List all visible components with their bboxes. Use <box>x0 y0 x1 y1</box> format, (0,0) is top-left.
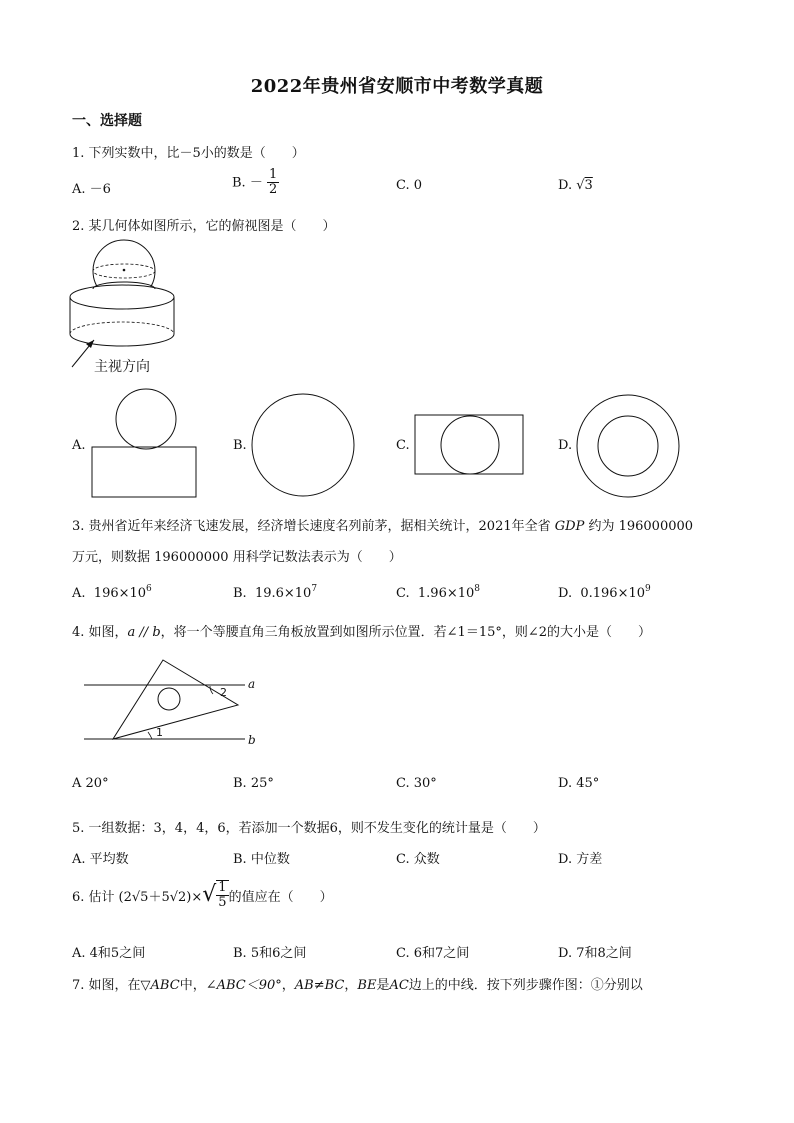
cylinder-bottom-back <box>70 322 174 334</box>
question-2-stem: 2. 某几何体如图所示，它的俯视图是（ ） <box>72 219 336 234</box>
q5-option-d: D. 方差 <box>558 852 603 867</box>
q5-option-b: B. 中位数 <box>233 852 290 867</box>
cylinder-top <box>70 285 174 309</box>
q6-option-d: D. 7和8之间 <box>558 946 632 961</box>
question-5-stem: 5. 一组数据：3，4，4，6，若添加一个数据6，则不发生变化的统计量是（ ） <box>72 821 546 836</box>
q4-parallel-lines-figure <box>80 655 270 750</box>
line-a-label: a <box>248 677 256 691</box>
q3-option-c: C. $1.96\times 10^8$ <box>396 584 481 601</box>
angle-1-arc <box>148 732 152 739</box>
angle-1-label: 1 <box>156 726 163 739</box>
triangle-ruler <box>113 660 238 739</box>
question-3-stem-line-1: 3. 贵州省近年来经济飞速发展，经济增长速度名列前茅，据相关统计，2021年全省 GDP 约为 196000000 <box>72 519 694 534</box>
q3-option-d: D. $0.196\times 10^9$ <box>558 584 651 601</box>
expression: (2√5＋5√2)× <box>118 889 203 905</box>
q2-option-c-label: C. <box>396 438 410 453</box>
q2-option-a-figure <box>88 388 200 500</box>
fraction: $\frac{1}{2}$ <box>268 167 278 198</box>
question-4-stem: 4. 如图，a // b，将一个等腰直角三角板放置到如图所示位置．若∠1＝15°，则∠2的大小是（ ） <box>72 625 652 640</box>
cylinder-bottom-front <box>70 334 174 346</box>
sphere-center <box>123 269 126 272</box>
q1-option-d: D. √3 <box>558 178 593 193</box>
q2-option-d-figure <box>576 394 682 500</box>
question-7-stem: 7. 如图，在▽ABC中，∠ABC＜90°，AB≠BC，BE是AC边上的中线．按下列步骤作图：①分别以 <box>72 978 643 993</box>
q6-option-a: A. 4和5之间 <box>72 946 146 961</box>
sqrt-symbol: √ <box>576 178 585 193</box>
q3-option-a: A. $196\times 10^6$ <box>72 584 152 601</box>
angle-2-label: 2 <box>220 686 227 699</box>
question-6-stem: 6. 估计 (2√5＋5√2)× √ $\frac{1}{5}$ 的值应在（ ） <box>72 880 333 911</box>
q1-option-a: A. －6 <box>72 182 111 197</box>
question-3-stem-line-2: 万元，则数据 196000000 用科学记数法表示为（ ） <box>72 550 402 565</box>
q4-option-d: D. 45° <box>558 776 600 791</box>
q5-option-c: C. 众数 <box>396 852 440 867</box>
q2-option-c-figure <box>413 413 527 477</box>
ruler-hole <box>158 688 180 710</box>
q4-option-c: C. 30° <box>396 776 437 791</box>
question-1-stem: 1. 下列实数中，比－5小的数是（ ） <box>72 146 305 161</box>
q4-option-b: B. 25° <box>233 776 274 791</box>
q2-option-a-label: A. <box>72 438 86 453</box>
q6-option-c: C. 6和7之间 <box>396 946 470 961</box>
q1-option-c: C. 0 <box>396 178 423 193</box>
q2-option-b-label: B. <box>233 438 247 453</box>
q6-option-b: B. 5和6之间 <box>233 946 307 961</box>
q3-option-b: B. $19.6\times 10^7$ <box>233 584 318 601</box>
line-b-label: b <box>248 733 256 747</box>
q1-option-b: B. － $\frac{1}{2}$ <box>232 167 278 198</box>
sqrt-fraction: √ $\frac{1}{5}$ <box>202 880 227 911</box>
page-title: 2022年贵州省安顺市中考数学真题 <box>250 76 544 97</box>
section-heading: 一、选择题 <box>72 113 142 129</box>
q4-option-a: A 20° <box>72 776 109 791</box>
view-direction-label: 主视方向 <box>94 359 150 375</box>
q5-option-a: A. 平均数 <box>72 852 129 867</box>
q2-option-b-figure <box>250 393 358 501</box>
q2-option-d-label: D. <box>558 438 573 453</box>
